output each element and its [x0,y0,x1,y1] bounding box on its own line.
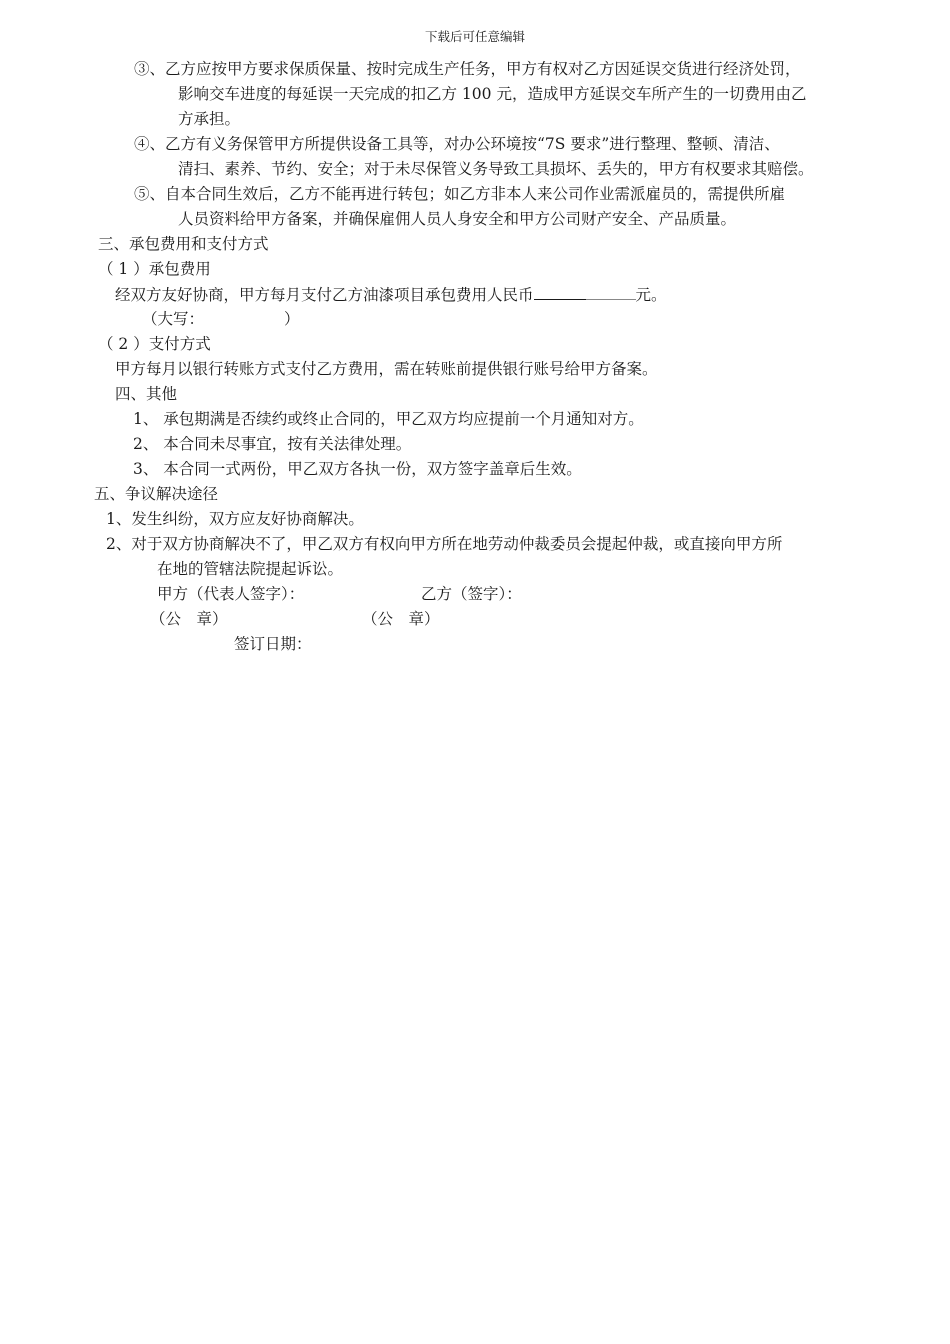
section-5-title: 五、争议解决途径 [94,485,219,503]
daxie-open: （大写： [142,310,205,328]
daxie-close: ） [284,310,300,328]
fee-text-post: 元。 [635,286,667,304]
sign-date-label: 签订日期： [234,635,312,653]
clause-3-line-1: ③、乙方应按甲方要求保质保量、按时完成生产任务，甲方有权对乙方因延误交货进行经济处罚， [134,60,801,78]
section-3-sub1-title: （ 1 ）承包费用 [98,260,211,278]
header-note: 下载后可任意编辑 [424,29,525,44]
section-4-item-3: 3、 本合同一式两份，甲乙双方各执一份，双方签字盖章后生效。 [133,460,582,478]
section-5-item-2-line-2: 在地的管辖法院提起诉讼。 [157,560,344,578]
section-3-sub2-title: （ 2 ）支付方式 [98,335,211,353]
clause-5-line-2: 人员资料给甲方备案，并确保雇佣人员人身安全和甲方公司财产安全、产品质量。 [178,210,737,228]
fee-text [115,284,667,306]
clause-4-line-1: ④、乙方有义务保管甲方所提供设备工具等，对办公环境按“7S 要求”进行整理、整顿、清洁、 [134,135,780,153]
fee-amount-blank[interactable] [534,285,586,300]
section-3-title: 三、承包费用和支付方式 [98,235,269,253]
payment-text: 甲方每月以银行转账方式支付乙方费用，需在转账前提供银行账号给甲方备案。 [115,360,658,378]
clause-3-line-2: 影响交车进度的每延误一天完成的扣乙方 100 元，造成甲方延误交车所产生的一切费用由乙 [178,85,807,103]
clause-5-line-1: ⑤、自本合同生效后，乙方不能再进行转包；如乙方非本人来公司作业需派雇员的，需提供所雇 [134,185,786,203]
section-5-item-1: 1、发生纠纷，双方应友好协商解决。 [106,510,364,528]
section-4-item-2: 2、 本合同未尽事宜，按有关法律处理。 [133,435,412,453]
clause-4-line-2: 清扫、素养、节约、安全；对于未尽保管义务导致工具损坏、丢失的，甲方有权要求其赔偿。 [178,160,814,178]
party-a-signature-label: 甲方（代表人签字）： [157,585,305,603]
fee-text-pre: 经双方友好协商，甲方每月支付乙方油漆项目承包费用人民币 [115,286,534,304]
party-b-seal: （公 章） [362,610,440,628]
section-4-item-1: 1、 承包期满是否续约或终止合同的，甲乙双方均应提前一个月通知对方。 [133,410,644,428]
fee-amount-blank-ext[interactable] [586,285,636,300]
party-b-signature-label: 乙方（签字）： [421,585,522,603]
section-5-item-2-line-1: 2、对于双方协商解决不了，甲乙双方有权向甲方所在地劳动仲裁委员会提起仲裁，或直接向甲方所 [106,535,783,553]
party-a-seal: （公 章） [150,610,228,628]
clause-3-line-3: 方承担。 [178,110,241,128]
section-4-title: 四、其他 [115,385,178,403]
daxie-line [142,308,300,330]
